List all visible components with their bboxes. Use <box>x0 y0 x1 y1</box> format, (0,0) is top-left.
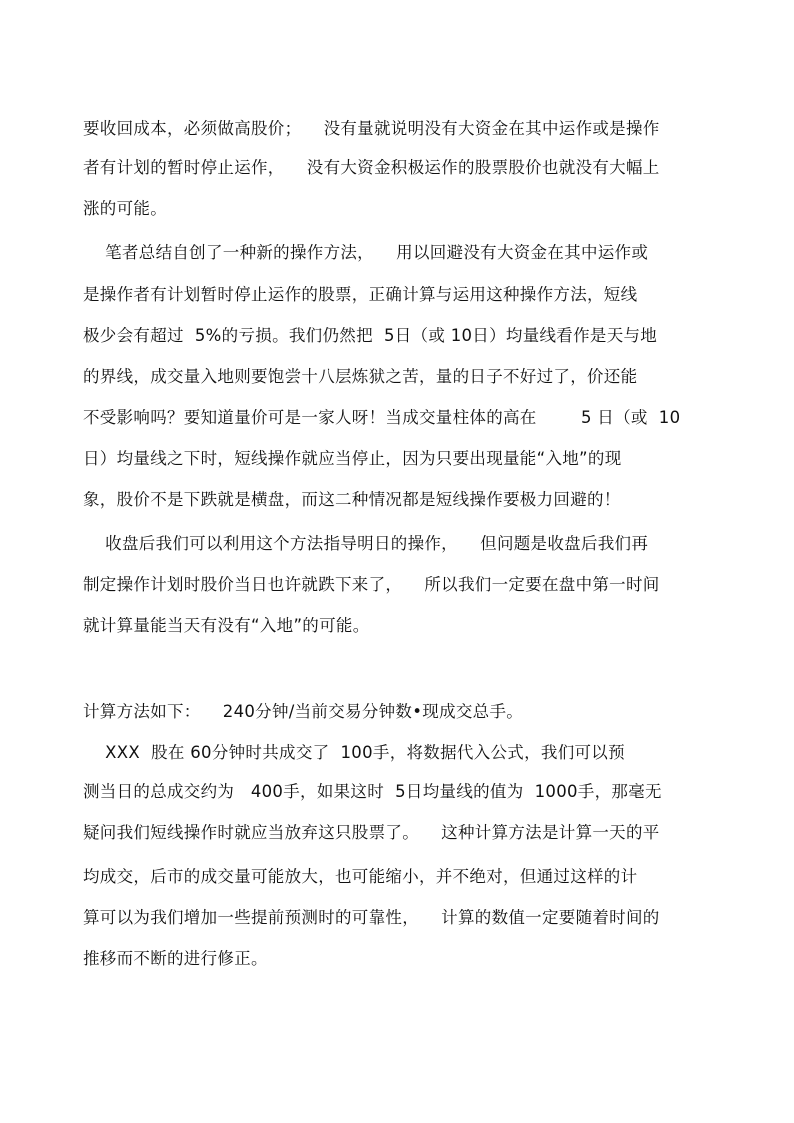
paragraph-line: 就计算量能当天有没有“入地”的可能。 <box>83 616 370 635</box>
paragraph-line: 的界线，成交量入地则要饱尝十八层炼狱之苦，量的日子不好过了，价还能 <box>83 367 638 386</box>
paragraph-line: 收盘后我们可以利用这个方法指导明日的操作， 但问题是收盘后我们再 <box>83 534 649 553</box>
paragraph-line: 极少会有超过 5%的亏损。我们仍然把 5日（或 10日）均量线看作是天与地 <box>83 326 658 345</box>
paragraph-line: 是操作者有计划暂时停止运作的股票，正确计算与运用这种操作方法，短线 <box>83 285 638 304</box>
paragraph-line: 均成交，后市的成交量可能放大，也可能缩小，并不绝对，但通过这样的计 <box>83 867 638 886</box>
paragraph-line: XXX 股在 60分钟时共成交了 100手，将数据代入公式，我们可以预 <box>83 743 625 762</box>
paragraph-line: 象，股价不是下跌就是横盘，而这二种情况都是短线操作要极力回避的！ <box>83 490 621 509</box>
paragraph-line: 笔者总结自创了一种新的操作方法， 用以回避没有大资金在其中运作或 <box>83 243 649 262</box>
paragraph-line: 者有计划的暂时停止运作， 没有大资金积极运作的股票股价也就没有大幅上 <box>83 158 660 177</box>
paragraph-line: 要收回成本，必须做高股价； 没有量就说明没有大资金在其中运作或是操作 <box>83 119 660 138</box>
paragraph-line: 制定操作计划时股价当日也许就跌下来了， 所以我们一定要在盘中第一时间 <box>83 575 660 594</box>
paragraph-line: 涨的可能。 <box>83 199 167 218</box>
paragraph-line: 疑问我们短线操作时就应当放弃这只股票了。 这种计算方法是计算一天的平 <box>83 823 660 842</box>
paragraph-line: 测当日的总成交约为 400手，如果这时 5日均量线的值为 1000手，那毫无 <box>83 782 662 801</box>
paragraph-line: 算可以为我们增加一些提前预测时的可靠性， 计算的数值一定要随着时间的 <box>83 908 660 927</box>
paragraph-line: 推移而不断的进行修正。 <box>83 949 268 968</box>
formula-line: 计算方法如下： 240分钟/当前交易分钟数•现成交总手。 <box>83 702 524 721</box>
paragraph-line: 不受影响吗？要知道量价可是一家人呀！当成交量柱体的高在 5 日（或 10 <box>83 408 681 427</box>
paragraph-line: 日）均量线之下时，短线操作就应当停止，因为只要出现量能“入地”的现 <box>83 449 622 468</box>
